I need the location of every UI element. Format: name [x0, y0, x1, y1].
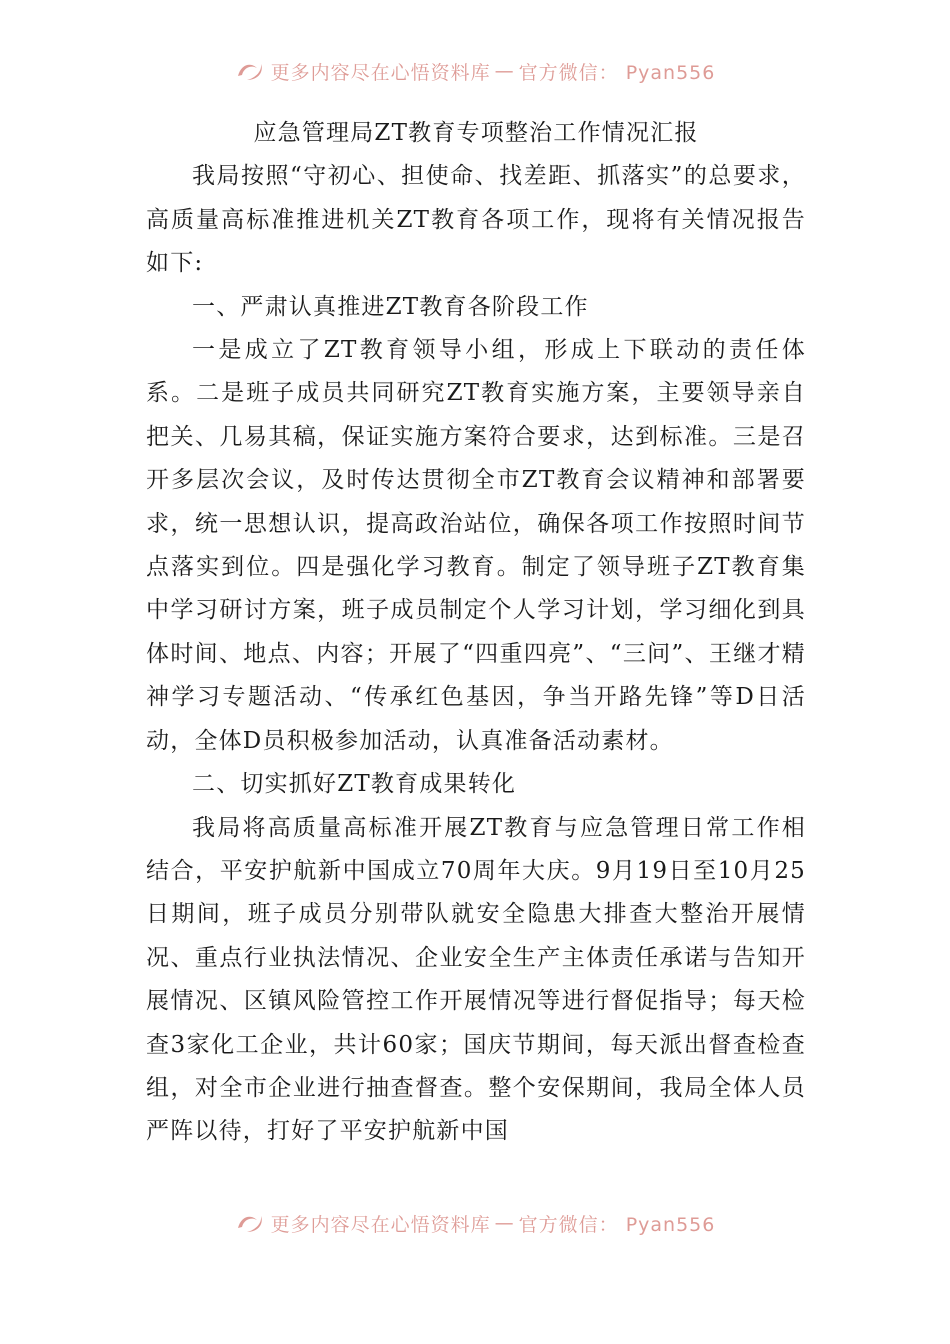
section-1-paragraph: 一是成立了ZT教育领导小组，形成上下联动的责任体系。二是班子成员共同研究ZT教育实施方案，主要领导亲自把关、几易其稿，保证实施方案符合要求，达到标准。三是召开多层次会议，及时传达贯彻全市ZT教育会议精神和部署要求，统一思想认识，提高政治站位，确保各项工作按照时间节点落实到位。四是强化学习教育。制定了领导班子ZT教育集中学习研讨方案，班子成员制定个人学习计划，学习细化到具体时间、地点、内容；开展了“四重四亮”、“三问”、王继才精神学习专题活动、“传承红色基因，争当开路先锋”等D日活动，全体D员积极参加活动，认真准备活动素材。 — [146, 337, 806, 754]
watermark-logo-icon — [235, 1212, 265, 1234]
intro-paragraph: 我局按照“守初心、担使命、找差距、抓落实”的总要求，高质量高标准推进机关ZT教育各项工作，现将有关情况报告如下: — [146, 163, 806, 277]
watermark-banner-bottom — [0, 1208, 950, 1238]
watermark-separator: — — [494, 60, 515, 82]
document-title: 应急管理局ZT教育专项整治工作情况汇报 — [253, 120, 699, 146]
watermark-text: 更多内容尽在心悟资料库 — [270, 61, 491, 84]
section-heading-1: 一、严肃认真推进ZT教育各阶段工作 — [192, 293, 589, 320]
section-heading-2: 二、切实抓好ZT教育成果转化 — [192, 771, 517, 798]
watermark-logo-icon — [235, 60, 265, 82]
section-2-paragraph: 我局将高质量高标准开展ZT教育与应急管理日常工作相结合，平安护航新中国成立70周年大庆。9月19日至10月25日期间，班子成员分别带队就安全隐患大排查大整治开展情况、重点行业执法情况、企业安全生产主体责任承诺与告知开展情况、区镇风险管控工作开展情况等进行督促指导；每天检查3家化工企业，共计60家；国庆节期间，每天派出督查检查组，对全市企业进行抽查督查。整个安保期间，我局全体人员严阵以待，打好了平安护航新中国 — [146, 814, 806, 1145]
watermark-banner-top — [0, 56, 950, 86]
watermark-contact: 官方微信： Pyan556 — [518, 1213, 716, 1236]
watermark-text: 更多内容尽在心悟资料库 — [270, 1213, 491, 1236]
watermark-separator: — — [494, 1212, 515, 1234]
document-body — [146, 112, 806, 1154]
watermark-contact: 官方微信： Pyan556 — [518, 61, 716, 84]
